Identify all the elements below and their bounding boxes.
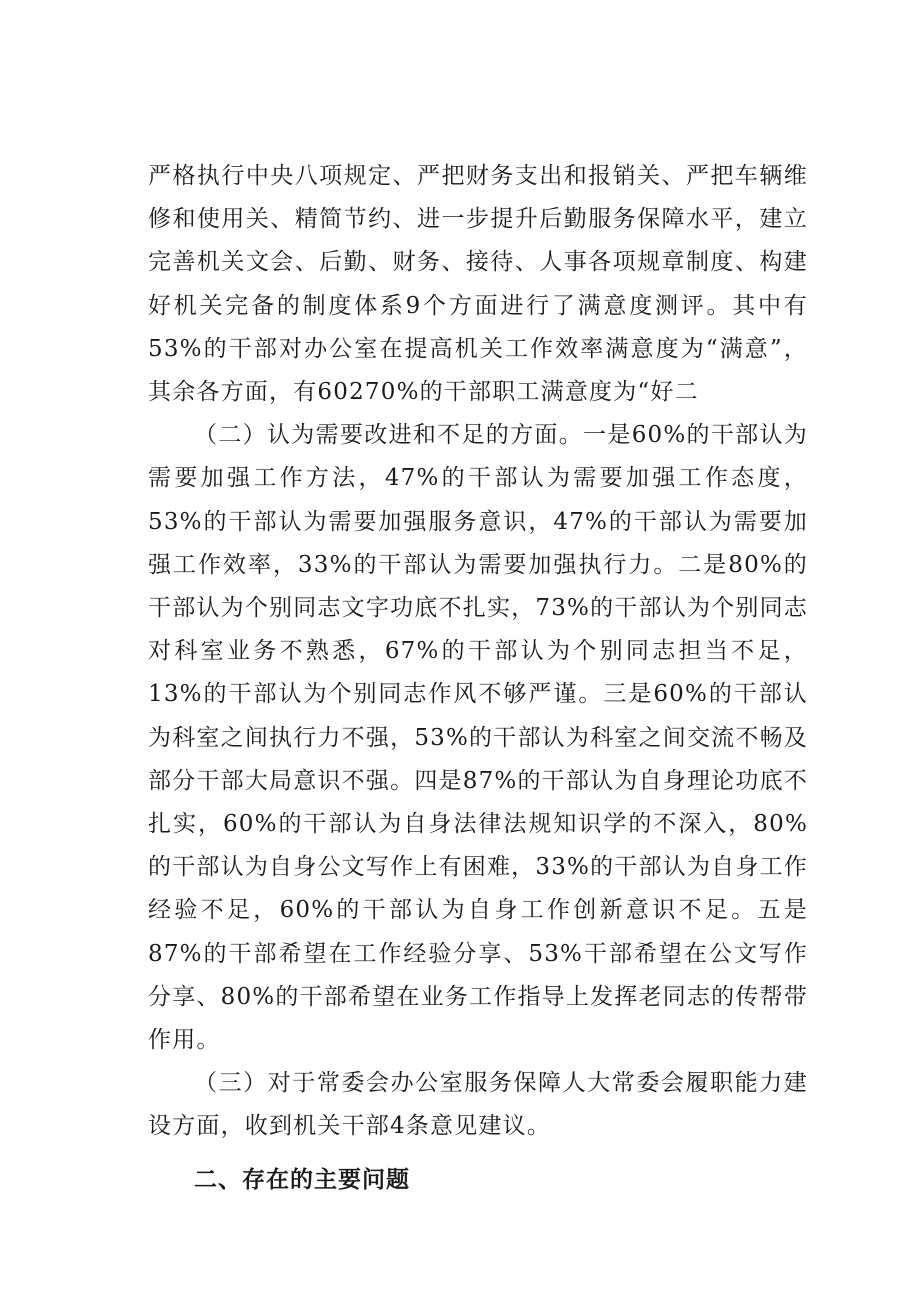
document-body: [148, 155, 808, 1205]
section-heading: 二、存在的主要问题: [194, 1166, 410, 1193]
paragraph-suggestions: （三）对于常委会办公室服务保障人大常委会履职能力建设方面，收到机关干部4条意见建议。: [148, 1070, 808, 1140]
paragraph-improvement-areas: （二）认为需要改进和不足的方面。一是60%的干部认为需要加强工作方法，47%的干部认为需要加强工作态度，53%的干部认为需要加强服务意识，47%的干部认为需要加强工作效率，33%的干部认为需要加强执行力。二是80%的干部认为个别同志文字功底不扎实，73%的干部认为个别同志对科室业务不熟悉，67%的干部认为个别同志担当不足，13%的干部认为个别同志作风不够严谨。三是60%的干部认为科室之间执行力不强，53%的干部认为科室之间交流不畅及部分干部大局意识不强。四是87%的干部认为自身理论功底不扎实，60%的干部认为自身法律法规知识学的不深入，80%的干部认为自身公文写作上有困难，33%的干部认为自身工作经验不足，60%的干部认为自身工作创新意识不足。五是87%的干部希望在工作经验分享、53%干部希望在公文写作分享、80%的干部希望在业务工作指导上发挥老同志的传帮带作用。: [148, 422, 808, 1054]
paragraph-satisfaction-survey: 严格执行中央八项规定、严把财务支出和报销关、严把车辆维修和使用关、精简节约、进一步提升后勤服务保障水平，建立完善机关文会、后勤、财务、接待、人事各项规章制度、构建好机关完备的制度体系9个方面进行了满意度测评。其中有53%的干部对办公室在提高机关工作效率满意度为“满意”，其余各方面，有60270%的干部职工满意度为“好二: [148, 163, 808, 406]
